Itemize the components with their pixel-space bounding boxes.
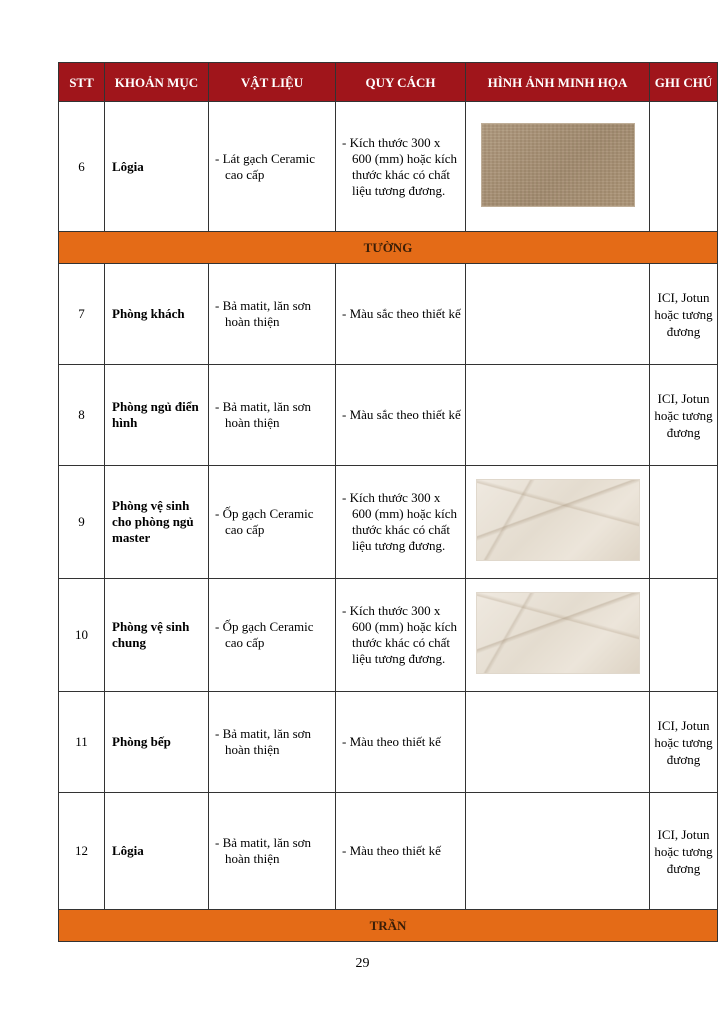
row-material: - Bả matit, lăn sơn hoàn thiện <box>215 399 312 430</box>
row-spec: - Kích thước 300 x 600 (mm) hoặc kích thước khác có chất liệu tương đương. <box>342 603 458 666</box>
table-row <box>59 466 718 579</box>
row-note <box>650 102 718 232</box>
header-row <box>59 63 718 102</box>
row-item: Phòng ngủ điển hình <box>105 365 209 466</box>
row-note: ICI, Jotun hoặc tương đương <box>650 264 718 365</box>
row-stt: 11 <box>59 692 105 793</box>
spec-table <box>58 62 718 942</box>
row-spec: - Màu theo thiết kế <box>342 734 441 749</box>
row-material: - Bả matit, lăn sơn hoàn thiện <box>215 726 312 757</box>
row-note: ICI, Jotun hoặc tương đương <box>650 365 718 466</box>
row-item: Phòng vệ sinh cho phòng ngủ master <box>105 466 209 579</box>
row-material: - Bả matit, lăn sơn hoàn thiện <box>215 298 312 329</box>
section-row-tran <box>59 910 718 942</box>
header-khoan-muc: KHOẢN MỤC <box>105 63 209 102</box>
table-row <box>59 264 718 365</box>
row-material: - Ốp gạch Ceramic cao cấp <box>215 506 314 537</box>
row-material: - Ốp gạch Ceramic cao cấp <box>215 619 314 650</box>
brown-ceramic-tile-image <box>481 123 635 207</box>
row-stt: 12 <box>59 793 105 910</box>
row-item: Phòng bếp <box>105 692 209 793</box>
row-stt: 6 <box>59 102 105 232</box>
section-title: TRẦN <box>59 910 718 942</box>
row-note <box>650 579 718 692</box>
row-note <box>650 466 718 579</box>
table-row <box>59 579 718 692</box>
page-number: 29 <box>355 956 370 971</box>
row-stt: 10 <box>59 579 105 692</box>
row-item: Lôgia <box>105 793 209 910</box>
table-row <box>59 793 718 910</box>
row-stt: 8 <box>59 365 105 466</box>
marble-ceramic-tile-image <box>476 592 640 674</box>
header-hinh-anh: HÌNH ẢNH MINH HỌA <box>466 63 650 102</box>
marble-ceramic-tile-image <box>476 479 640 561</box>
header-stt: STT <box>59 63 105 102</box>
row-spec: - Màu sắc theo thiết kế <box>342 306 461 321</box>
row-item: Phòng khách <box>105 264 209 365</box>
row-spec: - Màu sắc theo thiết kế <box>342 407 461 422</box>
row-stt: 9 <box>59 466 105 579</box>
row-spec: - Màu theo thiết kế <box>342 843 441 858</box>
row-item: Lôgia <box>105 102 209 232</box>
row-stt: 7 <box>59 264 105 365</box>
section-row-tuong <box>59 232 718 264</box>
table-row <box>59 102 718 232</box>
row-material: - Lát gạch Ceramic cao cấp <box>215 150 315 182</box>
row-material: - Bả matit, lăn sơn hoàn thiện <box>215 835 312 866</box>
table-row <box>59 365 718 466</box>
header-quy-cach: QUY CÁCH <box>336 63 466 102</box>
row-spec: - Kích thước 300 x 600 (mm) hoặc kích thước khác có chất liệu tương đương. <box>342 134 458 198</box>
section-title: TƯỜNG <box>59 232 718 264</box>
row-spec: - Kích thước 300 x 600 (mm) hoặc kích thước khác có chất liệu tương đương. <box>342 490 458 553</box>
row-note: ICI, Jotun hoặc tương đương <box>650 793 718 910</box>
table-row <box>59 692 718 793</box>
row-item: Phòng vệ sinh chung <box>105 579 209 692</box>
header-vat-lieu: VẬT LIỆU <box>209 63 336 102</box>
header-ghi-chu: GHI CHÚ <box>650 63 718 102</box>
row-note: ICI, Jotun hoặc tương đương <box>650 692 718 793</box>
